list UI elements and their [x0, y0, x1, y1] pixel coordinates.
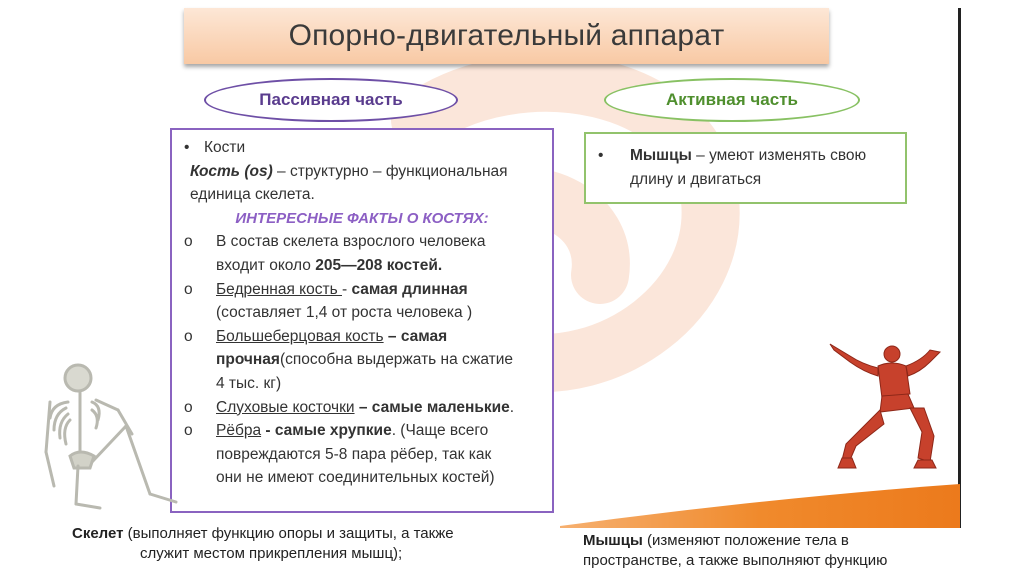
- right-border-line: [958, 8, 961, 528]
- passive-part-label: Пассивная часть: [259, 90, 403, 109]
- bullet-marker: •: [184, 139, 190, 156]
- muscles-item: [596, 144, 895, 192]
- skeleton-caption-term: Скелет: [72, 525, 124, 542]
- fact-marker: o: [184, 233, 193, 251]
- slide-title: Опорно-двигательный аппарат: [288, 19, 725, 52]
- fact-item-4: [182, 396, 542, 420]
- skeleton-image: [40, 356, 190, 518]
- fact-5-line3: они не имеют соединительных костей): [216, 469, 495, 487]
- fact-1-line2: входит около: [216, 256, 316, 274]
- fact-4-term: Слуховые косточки: [216, 398, 355, 416]
- passive-part-box: [170, 128, 554, 513]
- title-banner: [184, 8, 829, 64]
- fact-1-line1: В состав скелета взрослого человека: [216, 233, 486, 251]
- fact-item-2: [182, 278, 542, 325]
- fact-marker: o: [184, 398, 193, 416]
- fact-1-number: 205—208 костей.: [315, 256, 443, 274]
- muscle-caption-term: Мышцы: [583, 532, 643, 549]
- fact-2-term: Бедренная кость: [216, 280, 342, 298]
- bones-label: Кости: [204, 139, 246, 156]
- fact-item-1: [182, 230, 542, 277]
- fact-5-bold: - самые хрупкие: [261, 422, 392, 440]
- muscle-caption-text: (изменяют положение тела в: [642, 532, 849, 549]
- muscle-caption-text-2: пространстве, а также выполняют функцию: [583, 552, 888, 569]
- facts-heading: ИНТЕРЕСНЫЕ ФАКТЫ О КОСТЯХ:: [235, 209, 489, 227]
- fact-2-bold: самая длинная: [351, 280, 468, 298]
- bone-definition-term: Кость (os): [190, 162, 273, 180]
- fact-3-bold-1: – самая: [383, 327, 448, 345]
- fact-2-line2: (составляет 1,4 от роста человека ): [216, 304, 473, 322]
- muscle-caption: [583, 531, 943, 571]
- fact-5-line2: повреждаются 5-8 пара рёбер, так как: [216, 445, 492, 463]
- passive-part-oval: [204, 78, 458, 122]
- fact-2-separator: -: [341, 280, 352, 298]
- fact-3-term: Большеберцовая кость: [216, 327, 384, 345]
- fact-item-3: [182, 325, 542, 396]
- skeleton-caption-text-2: служит местом прикрепления мышц);: [140, 545, 403, 562]
- bones-item: [182, 136, 542, 160]
- active-part-label: Активная часть: [666, 90, 798, 109]
- fact-3-line3: 4 тыс. кг): [216, 374, 282, 392]
- bone-definition-text: – структурно – функциональная: [272, 162, 508, 180]
- skeleton-caption: [72, 524, 522, 564]
- skeleton-caption-text: (выполняет функцию опоры и защиты, а также: [123, 525, 454, 542]
- bone-definition-text-2: единица скелета.: [190, 186, 315, 204]
- fact-item-5: [182, 419, 542, 490]
- active-part-box: [584, 132, 907, 204]
- fact-3-bold-2: прочная: [216, 351, 280, 369]
- bone-definition: [182, 160, 542, 207]
- fact-5-rest: . (Чаще всего: [391, 422, 489, 440]
- active-part-oval: [604, 78, 860, 122]
- orange-band: [560, 480, 960, 528]
- fact-5-term: Рёбра: [216, 422, 262, 440]
- muscles-term: Мышцы: [630, 147, 692, 164]
- muscles-text-2: длину и двигаться: [630, 171, 762, 188]
- fact-4-bold: – самые маленькие: [354, 398, 510, 416]
- fact-marker: o: [184, 422, 193, 440]
- fact-marker: o: [184, 327, 193, 345]
- fact-3-rest: (способна выдержать на сжатие: [279, 351, 513, 369]
- fact-4-end: .: [509, 398, 515, 416]
- fact-marker: o: [184, 280, 193, 298]
- bullet-marker: •: [598, 147, 604, 164]
- muscles-text: – умеют изменять свою: [691, 147, 867, 164]
- muscular-figure-image: [822, 336, 954, 470]
